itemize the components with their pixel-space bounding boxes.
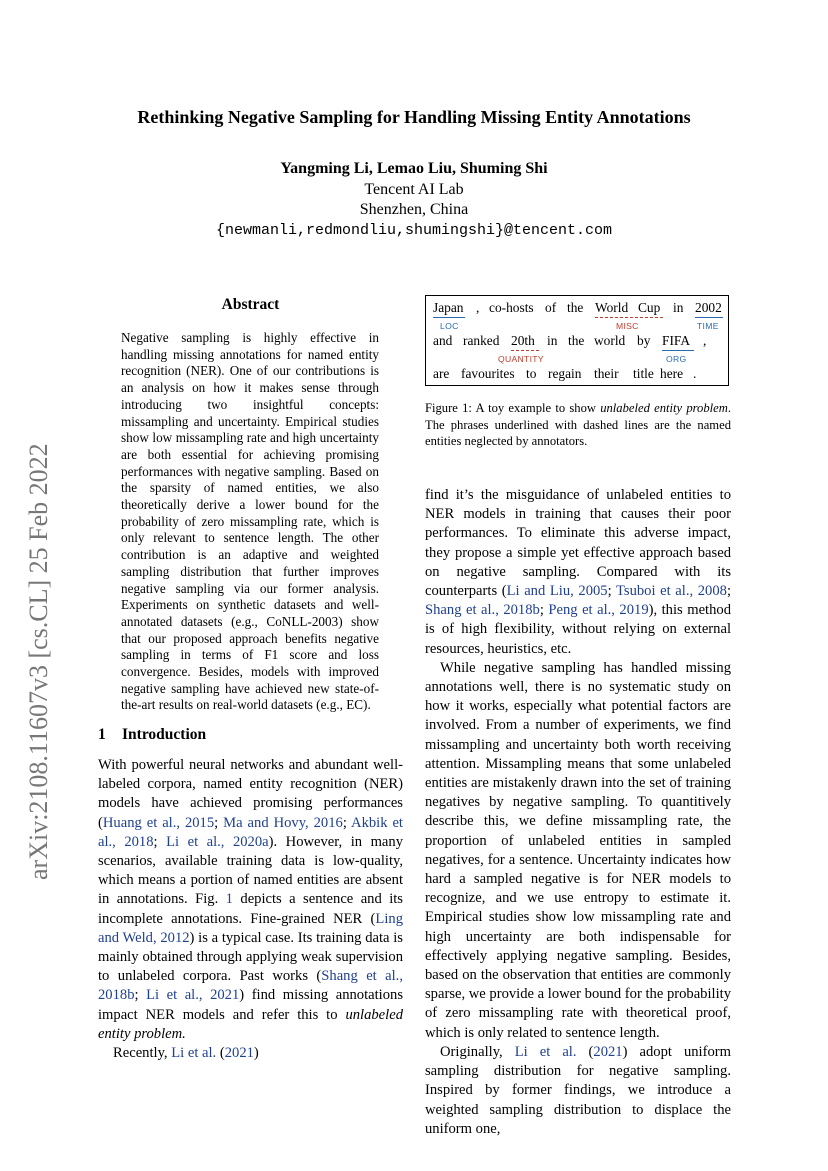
abstract-heading: Abstract	[221, 296, 280, 313]
entity-underline-labeled	[662, 350, 694, 351]
token: in	[547, 333, 558, 348]
intro-paragraph-4: Originally, Li et al. (2021) adopt uniform sampling distribution for negative sampling. Inspired by former findings, we introduce a weighted sampling distribution to displace the uniform one,	[425, 1043, 731, 1137]
paper-title: Rethinking Negative Sampling for Handling Missing Entity Annotations	[137, 107, 691, 127]
token: their	[594, 366, 619, 381]
location: Shenzhen, China	[359, 201, 469, 218]
entity-underline-labeled	[433, 317, 465, 318]
token: co-hosts	[489, 300, 534, 315]
token: regain	[548, 366, 582, 381]
token: the	[567, 300, 584, 315]
figure-1-caption: Figure 1: A toy example to show unlabeled entity problem. The phrases underlined with dashed lines are the named entities neglected by annotators.	[425, 401, 731, 448]
token: ranked	[463, 333, 500, 348]
token: .	[693, 366, 697, 381]
token: 20th	[511, 333, 535, 348]
citation-year-link[interactable]: 2021	[224, 1045, 254, 1062]
section-number: 1	[98, 726, 106, 743]
token: world	[594, 333, 626, 348]
intro-paragraph-1: With powerful neural networks and abundant well-labeled corpora, named entity recognition (NER) models have achieved promising performances (Huang et al., 2015; Ma and Hovy, 2016; Akbik et al., 2018; Li et al., 2020a). However, in many scenarios, available training data is low-quality, which means a portion of named entities are absent in annotations. Fig. 1 depicts a sentence and its incomplete annotations. Fine-grained NER (Ling and Weld, 2012) is a typical case. Its training data is mainly obtained through applying weak supervision to unlabeled corpora. Past works (Shang et al., 2018b; Li et al., 2021) find missing annotations impact NER models and refer this to unlabeled entity problem.	[98, 757, 404, 1042]
citation-link[interactable]: Li et al.	[171, 1045, 217, 1062]
figure-1-box	[425, 295, 729, 386]
citation-link[interactable]: Tsuboi et al., 2008	[616, 583, 727, 600]
token: World	[595, 300, 629, 315]
citation-link[interactable]: Li et al., 2021	[146, 987, 240, 1004]
author-email: {newmanli,redmondliu,shumingshi}@tencent.com	[215, 222, 613, 239]
affiliation: Tencent AI Lab	[364, 181, 464, 198]
token: by	[637, 333, 651, 348]
token: ,	[703, 333, 707, 348]
tag-org: ORG	[666, 354, 687, 364]
tag-loc: LOC	[440, 321, 459, 331]
citation-link[interactable]: Shang et al., 2018b	[98, 968, 403, 1004]
arxiv-id: arXiv:2108.11607v3 [cs.CL] 25 Feb 2022	[24, 443, 53, 880]
citation-year-link[interactable]: 2021	[593, 1043, 623, 1060]
tag-time: TIME	[697, 321, 719, 331]
section-title: Introduction	[122, 726, 207, 743]
citation-link[interactable]: Ma and Hovy, 2016	[223, 814, 343, 831]
token: title	[633, 366, 654, 381]
token: here	[660, 366, 684, 381]
token: and	[433, 333, 453, 348]
token: Cup	[638, 300, 661, 315]
abstract-text: Negative sampling is highly effective in handling missing annotations for named entity recognition (NER). One of our contributions is an analysis on how it makes sense through introducing two insightful concepts: missampling and uncertainty. Empirical studies show low missampling rate and high uncertainty are both essential for achieving promising performances with negative sampling. Based on the sparsity of named entities, we also theoretically derive a lower bound for the probability of zero missampling rate, which is only relevant to sentence length. The other contribution is an adaptive and weighted sampling distribution that further improves negative sampling via our former analysis. Experiments on synthetic datasets and well-annotated datasets (e.g., CoNLL-2003) show that our proposed approach benefits negative sampling in terms of F1 score and loss convergence. Besides, models with improved negative sampling have achieved new state-of-the-art results on real-world datasets (e.g., EC).	[121, 330, 379, 713]
token: FIFA	[662, 333, 691, 348]
token: Japan	[433, 300, 464, 315]
entity-underline-labeled	[695, 317, 723, 318]
section-heading-introduction	[98, 726, 206, 744]
intro-paragraph-3: While negative sampling has handled missing annotations well, there is no systematic study on how it works, especially what potential factors are involved. From a number of experiments, we find missampling and uncertainty both worth receiving attention. Missampling means that some unlabeled entities are mistakenly drawn into the set of training negatives by negative sampling. To quantitively describe this, we define missampling rate, the proportion of unlabeled entities in sampled negatives, for a sentence. Uncertainty indicates how hard a sampled negative is for NER models to recognize, and we use entropy to estimate it. Empirical studies show low missampling rate and high uncertainty are both indispensable for effectively applying negative sampling. Besides, based on the observation that entities are commonly sparse, we provide a lower bound for the probability of zero missampling rate with theoretical proof, which is only related to sentence length.	[425, 659, 731, 1041]
citation-link[interactable]: Li et al., 2020a	[166, 833, 269, 850]
entity-underline-missing	[595, 317, 663, 318]
token: of	[545, 300, 557, 315]
right-column-body	[425, 486, 731, 1139]
entity-underline-missing	[511, 350, 539, 351]
token: in	[673, 300, 684, 315]
token: to	[526, 366, 537, 381]
tag-quantity: QUANTITY	[498, 354, 544, 364]
arxiv-stamp	[9, 364, 59, 884]
intro-paragraph-2-start: Recently, Li et al. (2021)	[113, 1045, 259, 1062]
citation-link[interactable]: Akbik et al., 2018	[98, 814, 403, 850]
token: are	[433, 366, 450, 381]
citation-link[interactable]: Huang et al., 2015	[102, 814, 215, 831]
token: favourites	[461, 366, 515, 381]
citation-link[interactable]: Shang et al., 2018b	[425, 602, 540, 619]
token: 2002	[695, 300, 722, 315]
citation-link[interactable]: Li and Liu, 2005	[506, 583, 608, 600]
figure-ref-link[interactable]: 1	[225, 891, 233, 908]
token: ,	[476, 300, 480, 315]
tag-misc: MISC	[616, 321, 639, 331]
left-column-body	[98, 756, 403, 1063]
token: the	[568, 333, 585, 348]
intro-paragraph-2-cont: find it’s the misguidance of unlabeled entities to NER models in training that causes their poor performances. To eliminate this adverse impact, they propose a simple yet effective approach based on negative sampling. Compared with its counterparts (Li and Liu, 2005; Tsuboi et al., 2008; Shang et al., 2018b; Peng et al., 2019), this method is of high flexibility, without relying on external resources, heuristics, etc.	[425, 487, 731, 657]
citation-link[interactable]: Ling and Weld, 2012	[98, 910, 403, 946]
citation-link[interactable]: Peng et al., 2019	[548, 602, 649, 619]
author-list: Yangming Li, Lemao Liu, Shuming Shi	[280, 160, 548, 177]
citation-link[interactable]: Li et al.	[514, 1043, 577, 1060]
